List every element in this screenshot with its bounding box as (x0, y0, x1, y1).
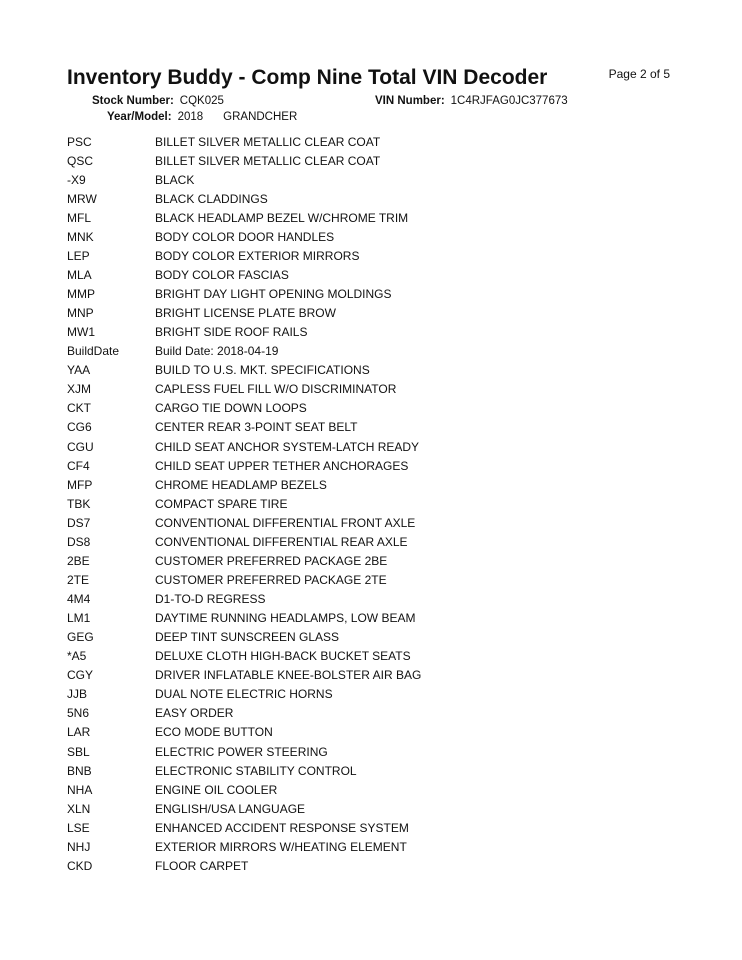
option-description: CHILD SEAT ANCHOR SYSTEM-LATCH READY (155, 439, 420, 454)
option-code: CGU (67, 439, 94, 454)
option-code: MFP (67, 477, 93, 492)
option-row (67, 342, 687, 361)
option-description: BLACK (155, 172, 195, 187)
option-description: DELUXE CLOTH HIGH-BACK BUCKET SEATS (155, 649, 411, 664)
option-code: QSC (67, 153, 94, 168)
option-code: CKD (67, 858, 93, 873)
stock-number-label: Stock Number: (92, 95, 174, 107)
option-row (67, 513, 687, 532)
option-row (67, 475, 687, 494)
option-code: 4M4 (67, 592, 91, 607)
option-description: D1-TO-D REGRESS (155, 592, 266, 607)
option-description: DRIVER INFLATABLE KNEE-BOLSTER AIR BAG (155, 668, 422, 683)
vin-number-value: 1C4RJFAG0JC377673 (450, 95, 568, 107)
option-row (67, 780, 687, 799)
year-model (107, 111, 297, 123)
option-description: ELECTRONIC STABILITY CONTROL (155, 763, 357, 778)
option-description: EASY ORDER (155, 706, 234, 721)
option-code: MNP (67, 306, 94, 321)
option-code: BNB (67, 763, 92, 778)
option-code: MRW (67, 191, 97, 206)
option-description: CUSTOMER PREFERRED PACKAGE 2TE (155, 572, 387, 587)
option-description: ENHANCED ACCIDENT RESPONSE SYSTEM (155, 820, 409, 835)
option-description: BRIGHT DAY LIGHT OPENING MOLDINGS (155, 287, 392, 302)
option-row (67, 304, 687, 323)
option-description: BODY COLOR EXTERIOR MIRRORS (155, 248, 360, 263)
option-row (67, 189, 687, 208)
option-row (67, 208, 687, 227)
option-row (67, 609, 687, 628)
option-code: YAA (67, 363, 91, 378)
option-description: BILLET SILVER METALLIC CLEAR COAT (155, 134, 381, 149)
option-row (67, 647, 687, 666)
option-row (67, 170, 687, 189)
option-row (67, 551, 687, 570)
option-row (67, 628, 687, 647)
option-description: BODY COLOR DOOR HANDLES (155, 229, 335, 244)
vin-number (375, 95, 568, 107)
option-code: LSE (67, 820, 90, 835)
option-row (67, 285, 687, 304)
option-description: CHILD SEAT UPPER TETHER ANCHORAGES (155, 458, 409, 473)
option-code: LEP (67, 248, 90, 263)
option-code: -X9 (67, 172, 86, 187)
option-code: MFL (67, 210, 91, 225)
vin-number-label: VIN Number: (375, 95, 445, 107)
option-description: ECO MODE BUTTON (155, 725, 273, 740)
option-row (67, 856, 687, 875)
option-code: BuildDate (67, 344, 120, 359)
option-row (67, 132, 687, 151)
option-code: *A5 (67, 649, 87, 664)
option-row (67, 570, 687, 589)
option-row (67, 818, 687, 837)
option-code: CG6 (67, 420, 92, 435)
option-code: JJB (67, 687, 88, 702)
option-row (67, 837, 687, 856)
option-row (67, 742, 687, 761)
document-title: Inventory Buddy - Comp Nine Total VIN Decoder (67, 66, 548, 89)
option-code: 2BE (67, 553, 90, 568)
option-code: LM1 (67, 611, 91, 626)
option-row (67, 590, 687, 609)
option-description: ENGINE OIL COOLER (155, 782, 278, 797)
option-code: DS7 (67, 515, 91, 530)
option-description: BODY COLOR FASCIAS (155, 267, 289, 282)
option-row (67, 666, 687, 685)
option-code: MNK (67, 229, 94, 244)
model-value: GRANDCHER (223, 111, 298, 123)
option-description: CARGO TIE DOWN LOOPS (155, 401, 307, 416)
option-description: CONVENTIONAL DIFFERENTIAL REAR AXLE (155, 534, 408, 549)
option-code: PSC (67, 134, 92, 149)
option-description: BRIGHT LICENSE PLATE BROW (155, 306, 336, 321)
option-code: CF4 (67, 458, 90, 473)
option-row (67, 227, 687, 246)
option-description: BUILD TO U.S. MKT. SPECIFICATIONS (155, 363, 370, 378)
option-row (67, 723, 687, 742)
option-description: COMPACT SPARE TIRE (155, 496, 288, 511)
stock-number-value: CQK025 (179, 95, 224, 107)
year-model-label: Year/Model: (107, 111, 172, 123)
option-code: NHJ (67, 839, 91, 854)
option-row (67, 799, 687, 818)
option-description: CONVENTIONAL DIFFERENTIAL FRONT AXLE (155, 515, 416, 530)
option-description: CENTER REAR 3-POINT SEAT BELT (155, 420, 358, 435)
option-row (67, 685, 687, 704)
stock-number (92, 95, 224, 107)
option-description: BLACK HEADLAMP BEZEL W/CHROME TRIM (155, 210, 409, 225)
option-row (67, 704, 687, 723)
option-description: Build Date: 2018-04-19 (155, 344, 279, 359)
option-code: LAR (67, 725, 91, 740)
option-code: CGY (67, 668, 94, 683)
option-row (67, 418, 687, 437)
option-code: CKT (67, 401, 91, 416)
option-row (67, 265, 687, 284)
option-description: FLOOR CARPET (155, 858, 249, 873)
option-description: BILLET SILVER METALLIC CLEAR COAT (155, 153, 381, 168)
option-row (67, 494, 687, 513)
option-code: GEG (67, 630, 94, 645)
option-row (67, 323, 687, 342)
option-code: 5N6 (67, 706, 90, 721)
option-row (67, 361, 687, 380)
option-description: ENGLISH/USA LANGUAGE (155, 801, 306, 816)
option-description: CHROME HEADLAMP BEZELS (155, 477, 327, 492)
option-row (67, 151, 687, 170)
option-code: MW1 (67, 325, 95, 340)
option-description: CAPLESS FUEL FILL W/O DISCRIMINATOR (155, 382, 397, 397)
option-row (67, 399, 687, 418)
option-row (67, 761, 687, 780)
option-code: NHA (67, 782, 93, 797)
option-code: SBL (67, 744, 90, 759)
option-code-list (67, 132, 687, 875)
option-row (67, 437, 687, 456)
option-code: MMP (67, 287, 95, 302)
option-description: EXTERIOR MIRRORS W/HEATING ELEMENT (155, 839, 407, 854)
option-row (67, 532, 687, 551)
option-description: DAYTIME RUNNING HEADLAMPS, LOW BEAM (155, 611, 416, 626)
option-code: MLA (67, 267, 92, 282)
option-code: XJM (67, 382, 91, 397)
option-description: BLACK CLADDINGS (155, 191, 268, 206)
option-description: DEEP TINT SUNSCREEN GLASS (155, 630, 340, 645)
page-number: Page 2 of 5 (608, 67, 670, 81)
option-description: DUAL NOTE ELECTRIC HORNS (155, 687, 333, 702)
option-code: DS8 (67, 534, 91, 549)
option-code: XLN (67, 801, 91, 816)
option-row (67, 380, 687, 399)
option-description: BRIGHT SIDE ROOF RAILS (155, 325, 308, 340)
option-description: ELECTRIC POWER STEERING (155, 744, 328, 759)
option-code: TBK (67, 496, 91, 511)
year-value: 2018 (177, 111, 204, 123)
option-code: 2TE (67, 572, 90, 587)
option-description: CUSTOMER PREFERRED PACKAGE 2BE (155, 553, 388, 568)
option-row (67, 246, 687, 265)
option-row (67, 456, 687, 475)
